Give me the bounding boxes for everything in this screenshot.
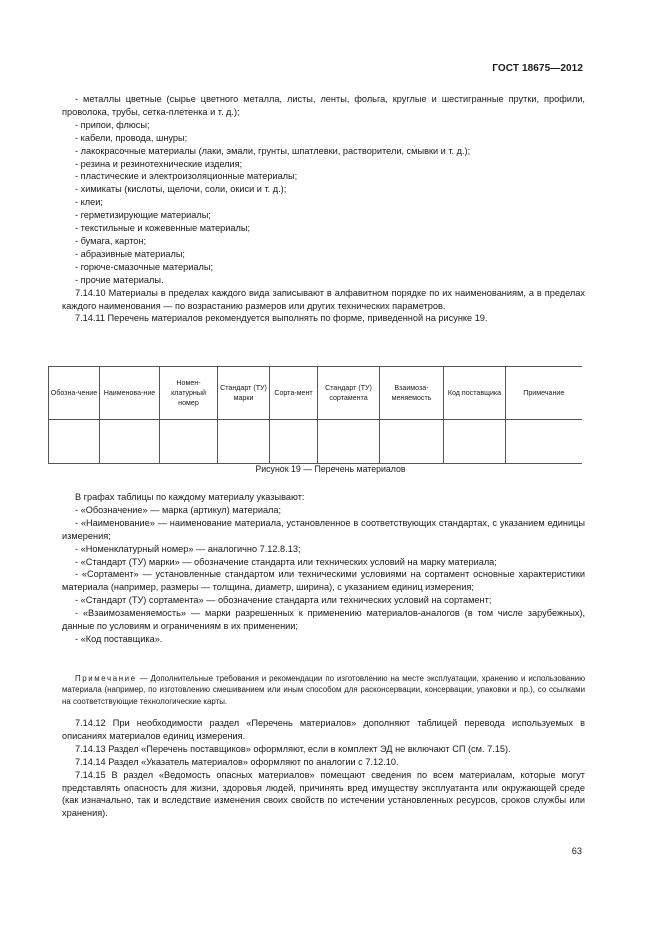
list-item: - химикаты (кислоты, щелочи, соли, окиси и т. д.); [75, 184, 287, 195]
list-item: - «Наименование» — наименование материала, установленное в соответствующих стандартах, с указанием единицы измерения; [62, 517, 585, 541]
table-cell [218, 420, 270, 464]
table-row [49, 420, 582, 464]
table-cell [160, 420, 218, 464]
table-cell [318, 420, 380, 464]
list-item: - припои, флюсы; [75, 119, 150, 130]
list-item: - «Код поставщика». [75, 633, 163, 644]
list-item: - «Взаимозаменяемость» — марки разрешенных к применению материалов-аналогов (в том числе зарубежных), данные по условиям и ограничениям в их применении; [62, 608, 585, 632]
column-header: Стандарт (ТУ) марки [218, 367, 270, 420]
final-paragraphs [62, 717, 585, 820]
table-cell [506, 420, 582, 464]
table-header-row [49, 367, 582, 420]
list-item: - герметизирующие материалы; [75, 210, 211, 221]
paragraph-7-14-10: 7.14.10 Материалы в пределах каждого вида записывают в алфавитном порядке по их наименованиям, а в пределах каждого наименования — по возрастанию размеров или других технических параметров. [62, 287, 585, 311]
column-header: Обозна-чение [49, 367, 100, 420]
note-block [62, 673, 585, 707]
materials-form-table [48, 366, 581, 464]
material-types-list [62, 93, 585, 325]
list-item: - металлы цветные (сырье цветного металла, листы, ленты, фольга, круглые и шестигранные прутки, профили, проволока, трубы, сетка-плетенка и т. д.); [62, 94, 585, 117]
column-header: Стандарт (ТУ) сортамента [318, 367, 380, 420]
table-cell [100, 420, 160, 464]
list-item: - резина и резинотехнические изделия; [75, 158, 243, 169]
table-cell [270, 420, 318, 464]
paragraph-7-14-12: 7.14.12 При необходимости раздел «Перечень материалов» дополняют таблицей перевода используемых в описаниях материалов единиц измерения. [62, 718, 585, 741]
list-item: - абразивные материалы; [75, 248, 185, 259]
column-header: Наименова-ние [100, 367, 160, 420]
list-item: - клеи; [75, 197, 103, 208]
page-number: 63 [571, 846, 582, 856]
note-label: Примечание [75, 674, 137, 683]
column-header: Примечание [506, 367, 582, 420]
list-item: - пластические и электроизоляционные материалы; [75, 171, 298, 182]
column-descriptions [62, 491, 585, 646]
column-header: Код поставщика [444, 367, 506, 420]
list-item: - прочие материалы. [75, 274, 164, 285]
columns-intro: В графах таблицы по каждому материалу указывают: [75, 492, 305, 502]
list-item: - «Стандарт (ТУ) сортамента» — обозначение стандарта или технических условий на сортамент; [75, 595, 492, 606]
list-item: - «Обозначение» — марка (артикул) материала; [75, 504, 282, 515]
list-item: - горюче-смазочные материалы; [75, 261, 213, 272]
list-item: - «Номенклатурный номер» — аналогично 7.12.8.13; [75, 543, 301, 554]
paragraph-7-14-13: 7.14.13 Раздел «Перечень поставщиков» оформляют, если в комплект ЭД не включают СП (см. 7.15). [75, 743, 511, 754]
paragraph-7-14-11: 7.14.11 Перечень материалов рекомендуется выполнять по форме, приведенной на рисунке 19. [75, 313, 488, 324]
table-cell [380, 420, 444, 464]
table-cell [49, 420, 100, 464]
column-header: Взаимоза-меняемость [380, 367, 444, 420]
column-header: Номен-клатурный номер [160, 367, 218, 420]
list-item: - «Сортамент» — установленные стандартом или техническими условиями на сортамент основные характеристики материала (например, размеры — толщина, диаметр, ширина), с указанием единиц измерения; [62, 569, 585, 593]
list-item: - лакокрасочные материалы (лаки, эмали, грунты, шпатлевки, растворители, смывки и т. д.); [75, 145, 471, 156]
table-cell [444, 420, 506, 464]
note-text: — Дополнительные требования и рекомендации по изготовлению на месте эксплуатации, хранению и использованию материала (например, по изготовлению смешиванием или иным способом для расконсервации, консервации, упаковки и пр.), со ссылками на соответствующие технологические карты. [62, 674, 585, 706]
document-code: ГОСТ 18675—2012 [492, 63, 583, 74]
list-item: - «Стандарт (ТУ) марки» — обозначение стандарта или технических условий на марку материала; [75, 556, 497, 567]
list-item: - кабели, провода, шнуры; [75, 132, 188, 143]
paragraph-7-14-14: 7.14.14 Раздел «Указатель материалов» оформляют по аналогии с 7.12.10. [75, 756, 399, 767]
list-item: - бумага, картон; [75, 235, 147, 246]
figure-caption: Рисунок 19 — Перечень материалов [255, 464, 406, 474]
list-item: - текстильные и кожевенные материалы; [75, 223, 251, 234]
column-header: Сорта-мент [270, 367, 318, 420]
paragraph-7-14-15: 7.14.15 В раздел «Ведомость опасных материалов» помещают сведения по всем материалам, которые могут представлять опасность для жизни, здоровья людей, причинять вред имуществу эксплуатанта или окружающей среде (как изначально, так и вследствие изменения своих свойств по истечении установленных ресурсов, сроков службы или хранения). [62, 769, 585, 819]
